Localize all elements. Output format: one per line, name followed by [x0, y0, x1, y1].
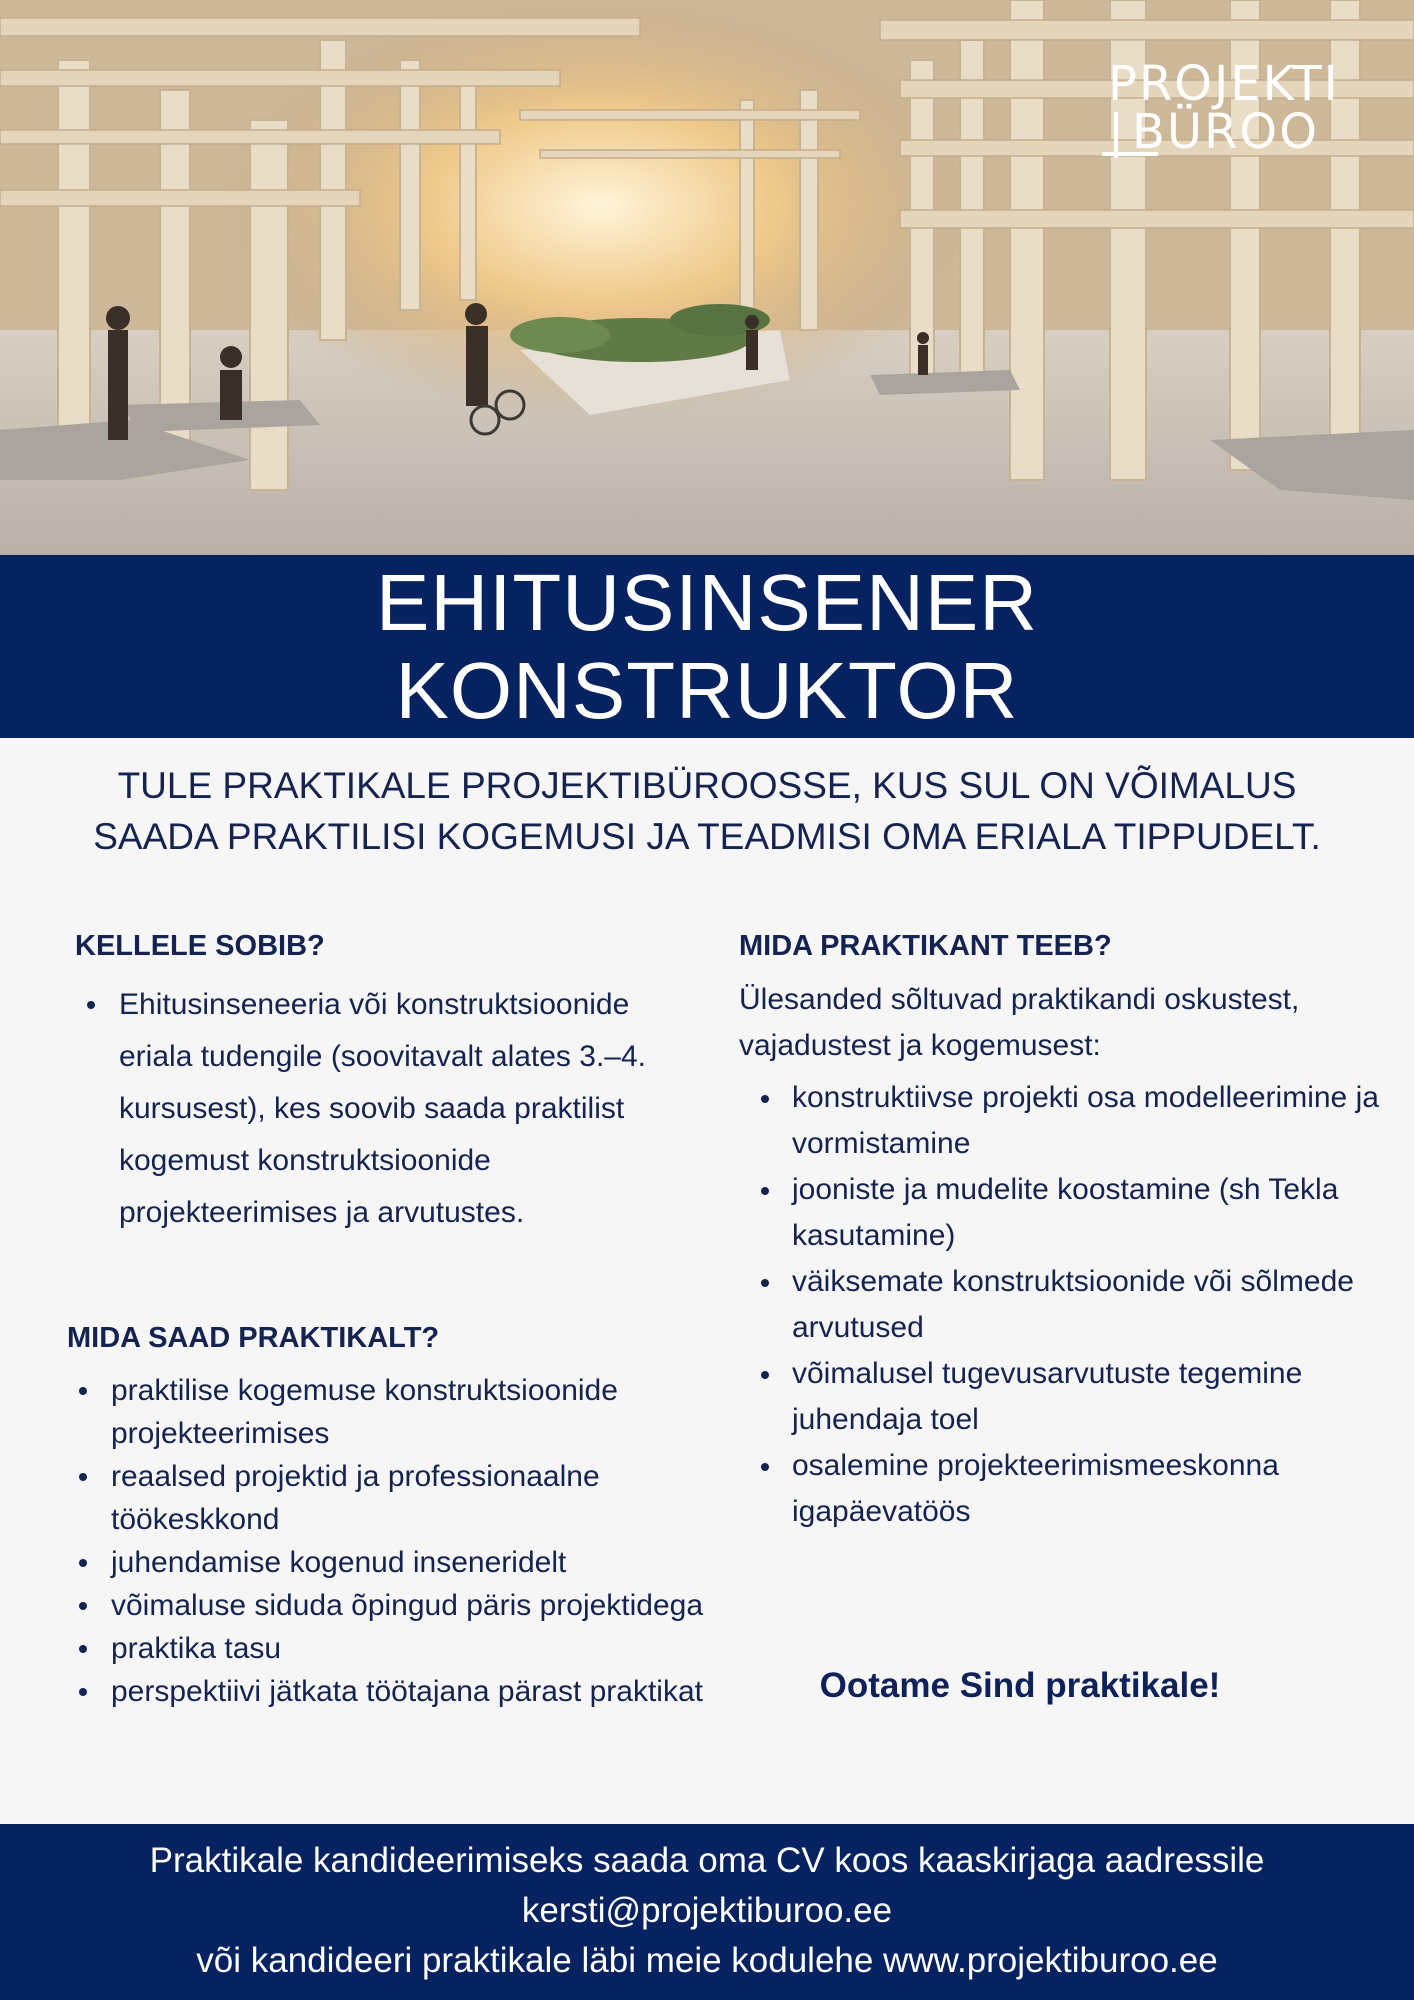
job-title-line1: EHITUSINSENER [376, 558, 1038, 647]
list-item: Ehitusinseneeria või konstruktsioonide eriala tudengile (soovitavalt alates 3.–4. kursusest), kes soovib saada praktilist kogemust konstruktsioonide projekteerimises ja arvutustes. [75, 979, 695, 1239]
list-item: võimalusel tugevusarvutuste tegemine juhendaja toel [739, 1351, 1379, 1443]
intro-line2: SAADA PRAKTILISI KOGEMUSI JA TEADMISI OMA ERIALA TIPPUDELT. [93, 816, 1321, 857]
list-item: jooniste ja mudelite koostamine (sh Tekla kasutamine) [739, 1167, 1379, 1259]
list-item: võimaluse siduda õpingud päris projektidega [67, 1584, 707, 1627]
list-item: väiksemate konstruktsioonide või sõlmede arvutused [739, 1259, 1379, 1351]
footer-contact [0, 1824, 1414, 2000]
intro-line1: TULE PRAKTIKALE PROJEKTIBÜROOSSE, KUS SUL ON VÕIMALUS [117, 765, 1297, 806]
job-title-line2: KONSTRUKTOR [395, 646, 1019, 735]
intro-text [40, 760, 1374, 862]
benefits-list [67, 1369, 707, 1713]
logo-text-bottom: BÜROO [1132, 104, 1319, 160]
list-item: praktilise kogemuse konstruktsioonide projekteerimises [67, 1369, 707, 1455]
benefits-section [67, 1322, 707, 1713]
benefits-heading: MIDA SAAD PRAKTIKALT? [67, 1322, 440, 1354]
list-item: osalemine projekteerimismeeskonna igapäevatöös [739, 1443, 1379, 1535]
tasks-section [739, 930, 1379, 1535]
title-band [0, 555, 1414, 738]
tasks-intro: Ülesanded sõltuvad praktikandi oskustest, vajadustest ja kogemusest: [739, 983, 1300, 1062]
footer-line1: Praktikale kandideerimiseks saada oma CV koos kaaskirjaga aadressile [149, 1841, 1265, 1880]
who-heading: KELLELE SOBIB? [75, 930, 325, 962]
who-section [75, 930, 695, 1239]
footer-line3[interactable]: või kandideeri praktikale läbi meie kodulehe www.projektiburoo.ee [196, 1941, 1218, 1980]
company-logo [1102, 58, 1352, 164]
list-item: praktika tasu [67, 1627, 707, 1670]
list-item: juhendamise kogenud inseneridelt [67, 1541, 707, 1584]
who-list [75, 979, 695, 1239]
list-item: reaalsed projektid ja professionaalne töökeskkond [67, 1455, 707, 1541]
list-item: perspektiivi jätkata töötajana pärast praktikat [67, 1670, 707, 1713]
hero-image [0, 0, 1414, 555]
contact-email[interactable]: kersti@projektiburoo.ee [521, 1891, 893, 1930]
tasks-list [739, 1075, 1379, 1535]
tasks-heading: MIDA PRAKTIKANT TEEB? [739, 930, 1112, 962]
list-item: konstruktiivse projekti osa modelleerimine ja vormistamine [739, 1075, 1379, 1167]
logo-text-top: PROJEKTI [1108, 56, 1340, 112]
call-to-action: Ootame Sind praktikale! [819, 1666, 1221, 1705]
